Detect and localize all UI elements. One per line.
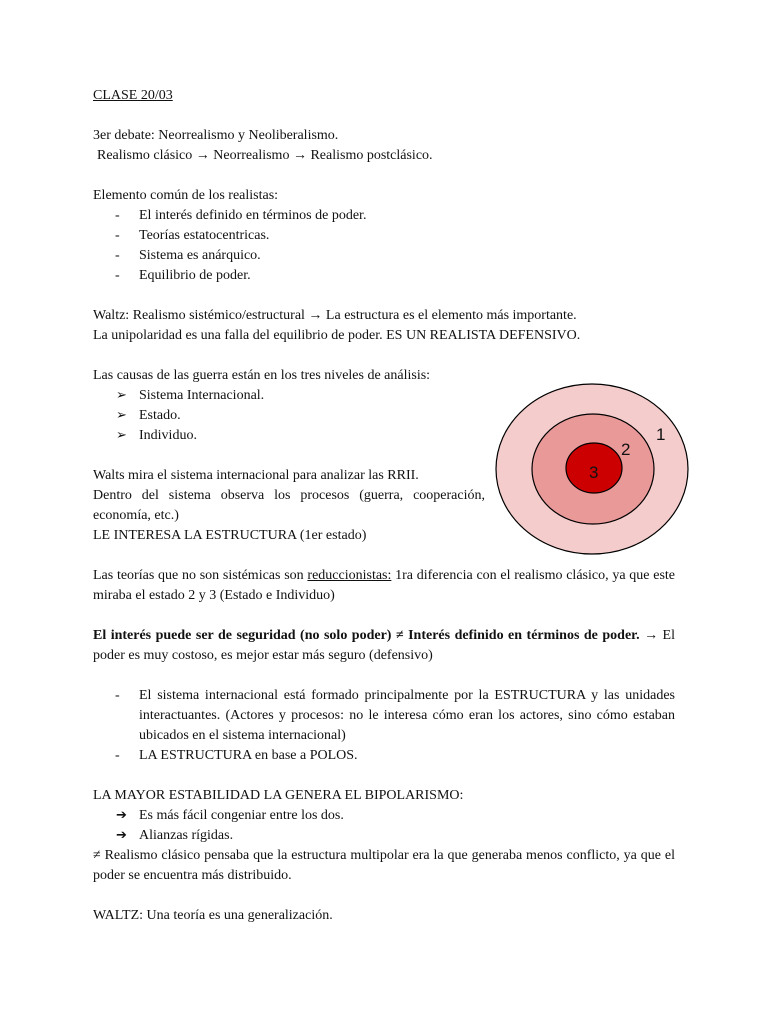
label-3: 3 [589,463,599,482]
list-item: ➔ Alianzas rígidas. [93,826,675,846]
list-item: - Teorías estatocentricas. [93,226,675,246]
list-item: - El interés definido en términos de poder. [93,206,675,226]
list-item: - Sistema es anárquico. [93,246,675,266]
list-marker: - [115,268,120,283]
intro-line-2: Realismo clásico → Neorrealismo → Realismo postclásico. [97,148,433,163]
causes-heading: Las causas de las guerra están en los tres niveles de análisis: [93,368,431,383]
list-marker: - [115,688,120,703]
reductionist-paragraph: Las teorías que no son sistémicas son reduccionistas: 1ra diferencia con el realismo clásico, ya que este miraba el estado 2 y 3 (Estado e Individuo) [93,568,676,603]
list-marker: - [115,748,120,763]
list-item: ➢ Estado. [93,406,675,426]
arrow-bullet-icon: ➢ [116,428,127,443]
waltz-line-2: La unipolaridad es una falla del equilibrio de poder. ES UN REALISTA DEFENSIVO. [93,328,581,343]
bipolar-note: ≠ Realismo clásico pensaba que la estructura multipolar era la que generaba menos conflicto, ya que el poder se encuentra más distribuido. [93,848,675,883]
list-marker: - [115,208,120,223]
common-heading: Elemento común de los realistas: [93,188,279,203]
common-list [93,206,675,286]
list-marker: - [115,228,120,243]
arrow-right-icon: ➔ [116,828,127,843]
list-item: ➢ Individuo. [93,426,675,446]
label-2: 2 [621,440,631,459]
structure-list [93,686,675,766]
bipolar-heading: LA MAYOR ESTABILIDAD LA GENERA EL BIPOLARISMO: [93,788,464,803]
final-line: WALTZ: Una teoría es una generalización. [93,908,333,923]
intro-line-1: 3er debate: Neorrealismo y Neoliberalismo. [93,128,339,143]
list-item: - Equilibrio de poder. [93,266,675,286]
waltz-line-1: Waltz: Realismo sistémico/estructural → La estructura es el elemento más importante. [93,308,577,323]
list-item: ➢ Sistema Internacional. [93,386,675,406]
bipolar-list [93,806,675,846]
list-item: - El sistema internacional está formado principalmente por la ESTRUCTURA y las unidades interactuantes. (Actores y procesos: no le interesa cómo eran los actores, sino cómo estaban ubicados en el sistema internacional) [115,688,675,743]
list-marker: - [115,248,120,263]
label-1: 1 [656,425,666,444]
levels-diagram [494,382,692,556]
arrow-bullet-icon: ➢ [116,388,127,403]
list-item: ➔ Es más fácil congeniar entre los dos. [93,806,675,826]
list-item: - LA ESTRUCTURA en base a POLOS. [93,746,675,766]
walts-paragraph: Walts mira el sistema internacional para analizar las RRII. Dentro del sistema observa los procesos (guerra, cooperación, economía, etc.) LE INTERESA LA ESTRUCTURA (1er estado) [93,468,485,543]
arrow-bullet-icon: ➢ [116,408,127,423]
page-title: CLASE 20/03 [93,88,173,103]
interest-paragraph: El interés puede ser de seguridad (no solo poder) ≠ Interés definido en términos de poder. → El poder es muy costoso, es mejor estar más seguro (defensivo) [93,628,675,663]
arrow-right-icon: ➔ [116,808,127,823]
